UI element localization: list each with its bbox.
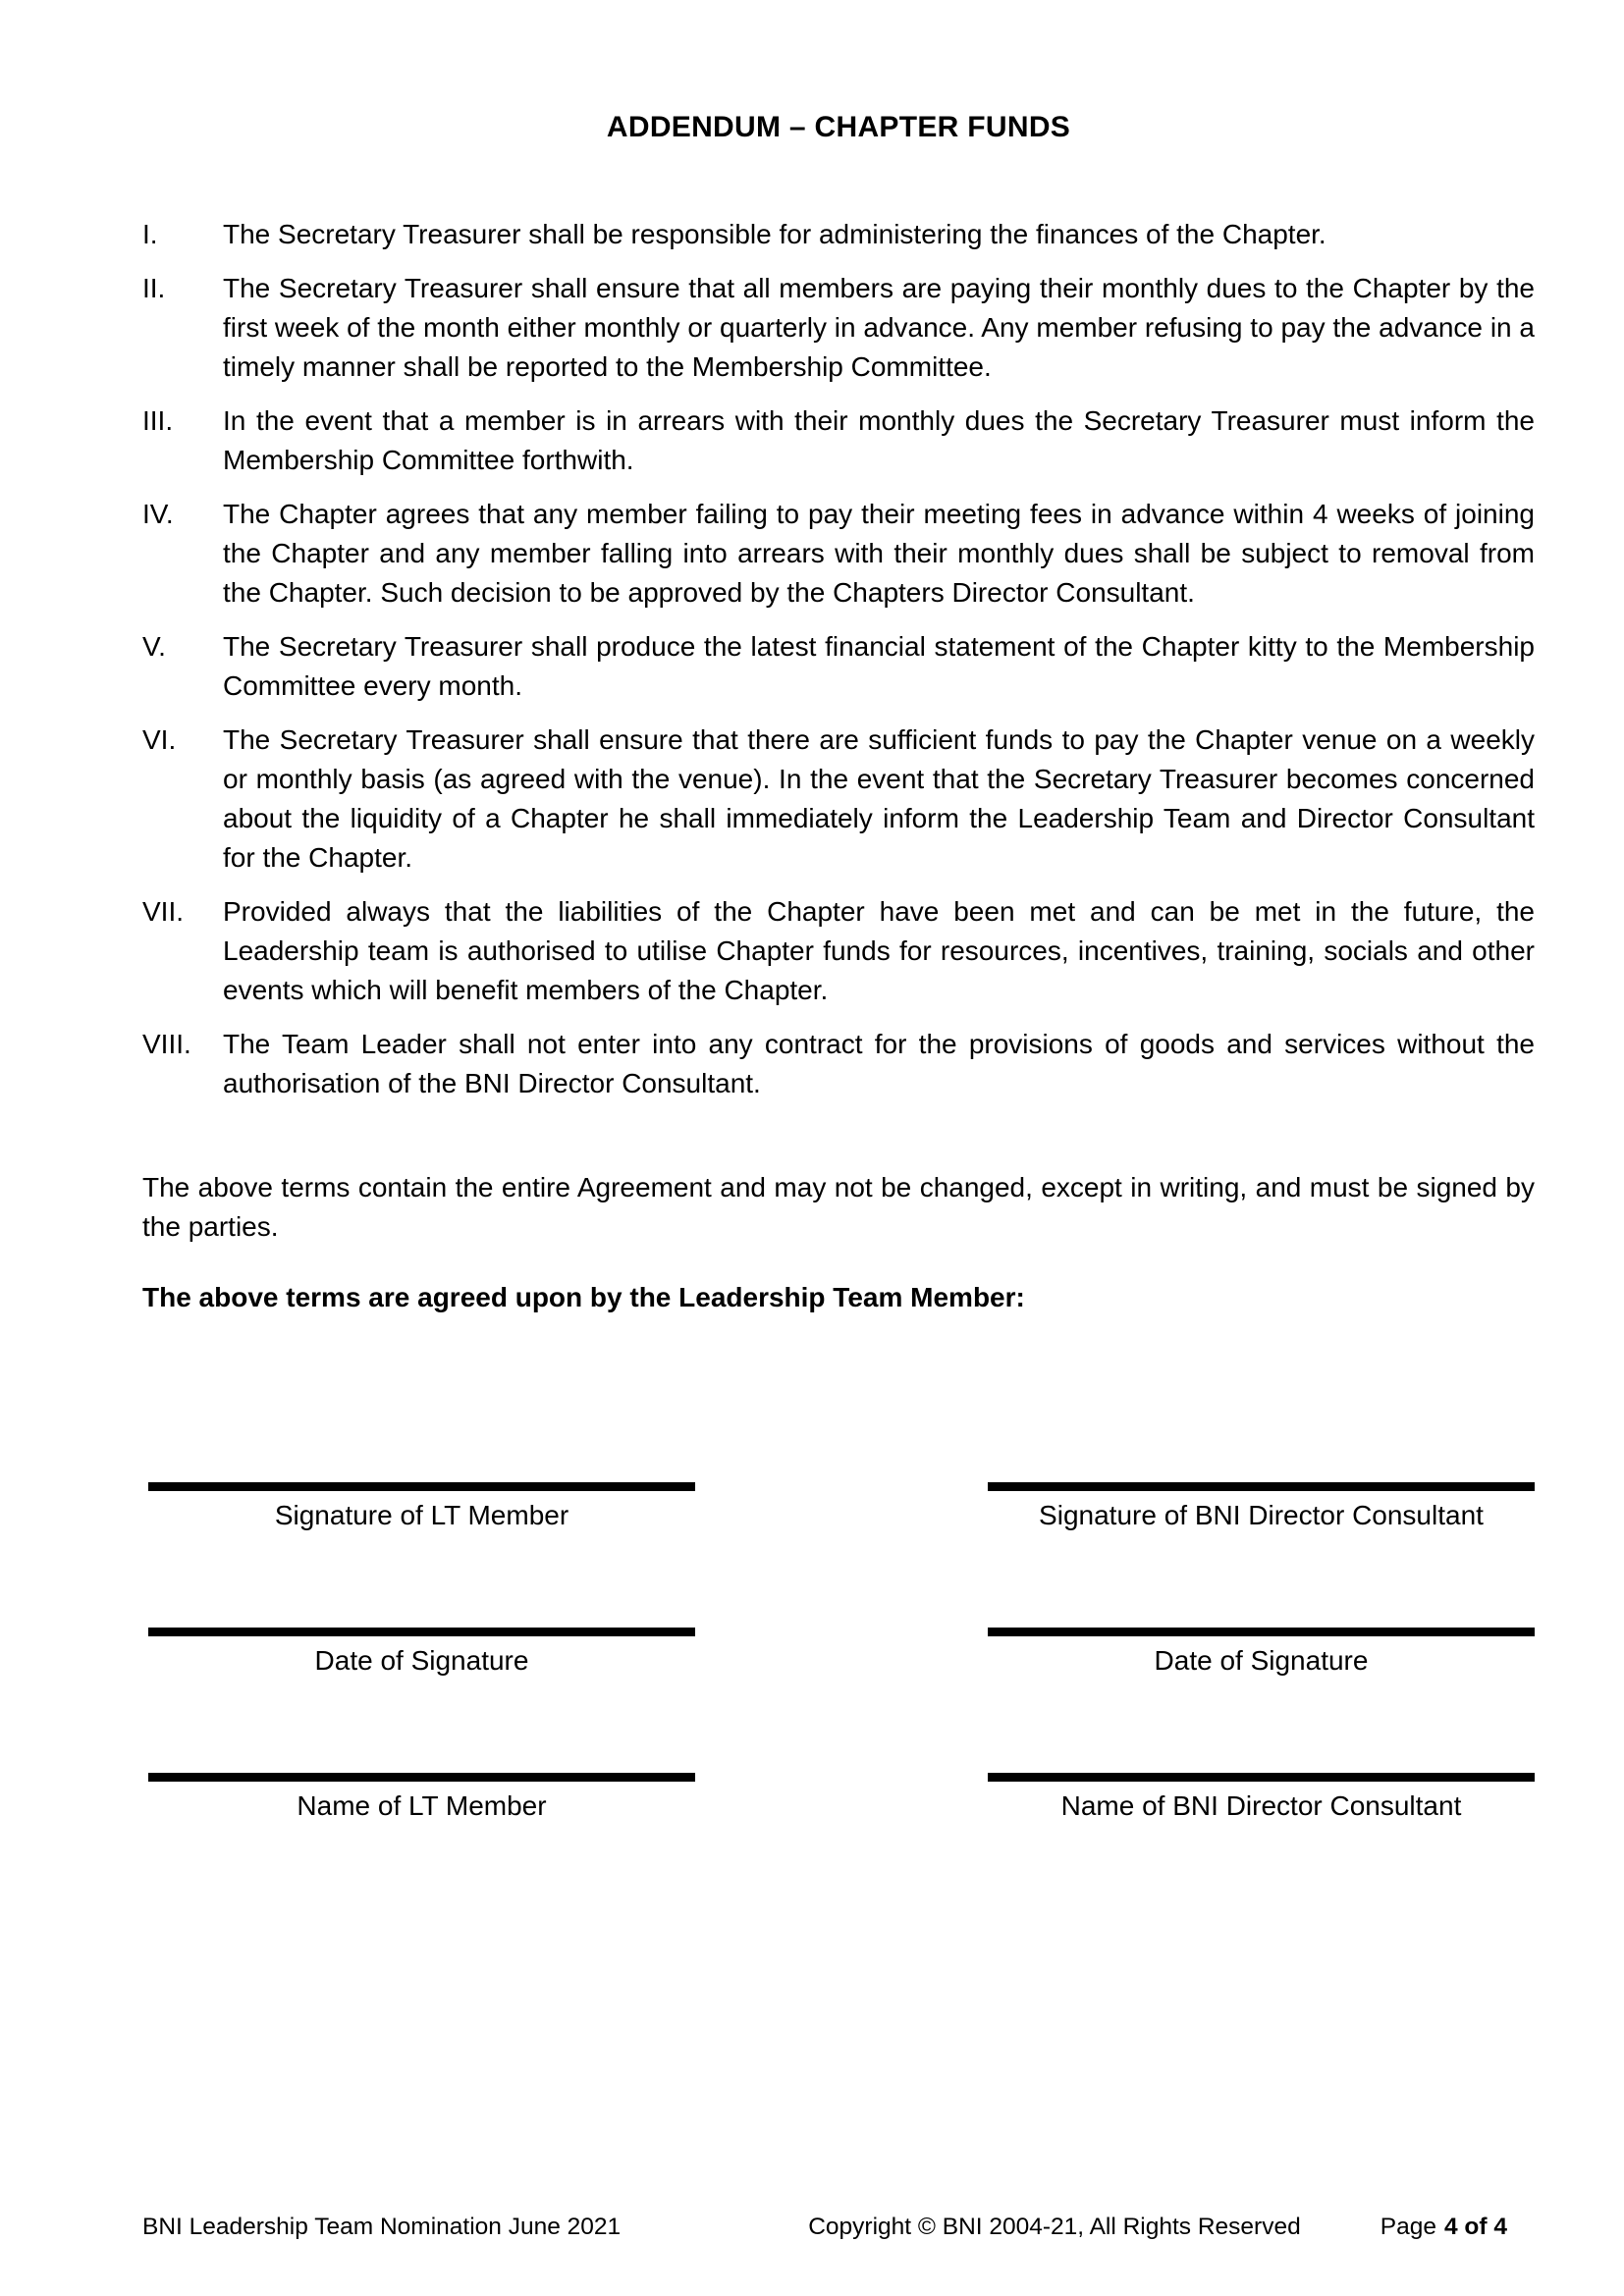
signature-label: Name of LT Member bbox=[297, 1790, 547, 1821]
signature-line bbox=[988, 1628, 1535, 1636]
term-text: The Secretary Treasurer shall produce the latest financial statement of the Chapter kitty to the Membership Committee every month. bbox=[223, 631, 1535, 701]
term-item-4 bbox=[142, 495, 1535, 613]
terms-list bbox=[142, 215, 1535, 1103]
signature-line bbox=[988, 1482, 1535, 1491]
term-numeral: VIII. bbox=[142, 1029, 191, 1059]
term-text: The Secretary Treasurer shall ensure that all members are paying their monthly dues to the Chapter by the first week of the month either monthly or quarterly in advance. Any member refusing to pay the advance in a timely manner shall be reported to the Membership Committee. bbox=[223, 273, 1535, 382]
term-numeral: II. bbox=[142, 273, 166, 303]
signature-field-director-consultant bbox=[988, 1482, 1535, 1533]
term-item-8 bbox=[142, 1025, 1535, 1103]
term-item-1 bbox=[142, 215, 1535, 254]
term-item-7 bbox=[142, 892, 1535, 1010]
term-numeral: I. bbox=[142, 219, 158, 249]
footer-page-indicator bbox=[1380, 2214, 1507, 2241]
term-text: Provided always that the liabilities of the Chapter have been met and can be met in the future, the Leadership team is authorised to utilise Chapter funds for resources, incentives, training, socials and other events which will benefit members of the Chapter. bbox=[223, 896, 1535, 1005]
signature-column-lt-member bbox=[148, 1482, 695, 1918]
signature-column-director-consultant bbox=[988, 1482, 1535, 1918]
term-numeral: V. bbox=[142, 631, 166, 662]
page-title: ADDENDUM – CHAPTER FUNDS bbox=[606, 111, 1071, 143]
term-numeral: III. bbox=[142, 405, 174, 436]
page-footer bbox=[142, 2214, 1507, 2241]
signature-line bbox=[148, 1773, 695, 1782]
footer-copyright: Copyright © BNI 2004-21, All Rights Reserved bbox=[808, 2214, 1301, 2240]
term-text: In the event that a member is in arrears with their monthly dues the Secretary Treasurer must inform the Membership Committee forthwith. bbox=[223, 405, 1535, 475]
footer-page-number: 4 of 4 bbox=[1444, 2214, 1507, 2240]
term-text: The Secretary Treasurer shall ensure that there are sufficient funds to pay the Chapter venue on a weekly or monthly basis (as agreed with the venue). In the event that the Secretary Treasurer becomes concerned about the liquidity of a Chapter he shall immediately inform the Leadership Team and Director Consultant for the Chapter. bbox=[223, 724, 1535, 873]
signature-label: Date of Signature bbox=[1154, 1645, 1369, 1676]
signature-label: Name of BNI Director Consultant bbox=[1060, 1790, 1462, 1821]
footer-document-name: BNI Leadership Team Nomination June 2021 bbox=[142, 2214, 622, 2240]
signature-field-lt-member bbox=[148, 1482, 695, 1533]
name-field-lt-member bbox=[148, 1773, 695, 1824]
signature-label: Date of Signature bbox=[314, 1645, 529, 1676]
term-text: The Secretary Treasurer shall be responsible for administering the finances of the Chapter. bbox=[223, 219, 1326, 249]
term-item-3 bbox=[142, 401, 1535, 480]
document-content bbox=[142, 0, 1535, 1918]
signature-line bbox=[988, 1773, 1535, 1782]
closing-paragraph: The above terms contain the entire Agreement and may not be changed, except in writing, and must be signed by the parties. bbox=[142, 1172, 1535, 1242]
signature-section bbox=[142, 1482, 1535, 1918]
term-item-6 bbox=[142, 721, 1535, 878]
footer-page-label: Page bbox=[1380, 2214, 1436, 2240]
term-numeral: VI. bbox=[142, 724, 177, 755]
term-item-5 bbox=[142, 627, 1535, 706]
term-text: The Chapter agrees that any member failing to pay their meeting fees in advance within 4 weeks of joining the Chapter and any member falling into arrears with their monthly dues shall be subject to removal from the Chapter. Such decision to be approved by the Chapters Director Consultant. bbox=[223, 499, 1535, 608]
date-field-lt-member bbox=[148, 1628, 695, 1679]
signature-label: Signature of LT Member bbox=[274, 1500, 569, 1530]
term-item-2 bbox=[142, 269, 1535, 387]
date-field-director-consultant bbox=[988, 1628, 1535, 1679]
agreement-statement: The above terms are agreed upon by the Leadership Team Member: bbox=[142, 1282, 1025, 1312]
signature-label: Signature of BNI Director Consultant bbox=[1039, 1500, 1484, 1530]
name-field-director-consultant bbox=[988, 1773, 1535, 1824]
signature-line bbox=[148, 1482, 695, 1491]
signature-line bbox=[148, 1628, 695, 1636]
term-text: The Team Leader shall not enter into any contract for the provisions of goods and services without the authorisation of the BNI Director Consultant. bbox=[223, 1029, 1535, 1098]
term-numeral: VII. bbox=[142, 896, 185, 927]
term-numeral: IV. bbox=[142, 499, 174, 529]
